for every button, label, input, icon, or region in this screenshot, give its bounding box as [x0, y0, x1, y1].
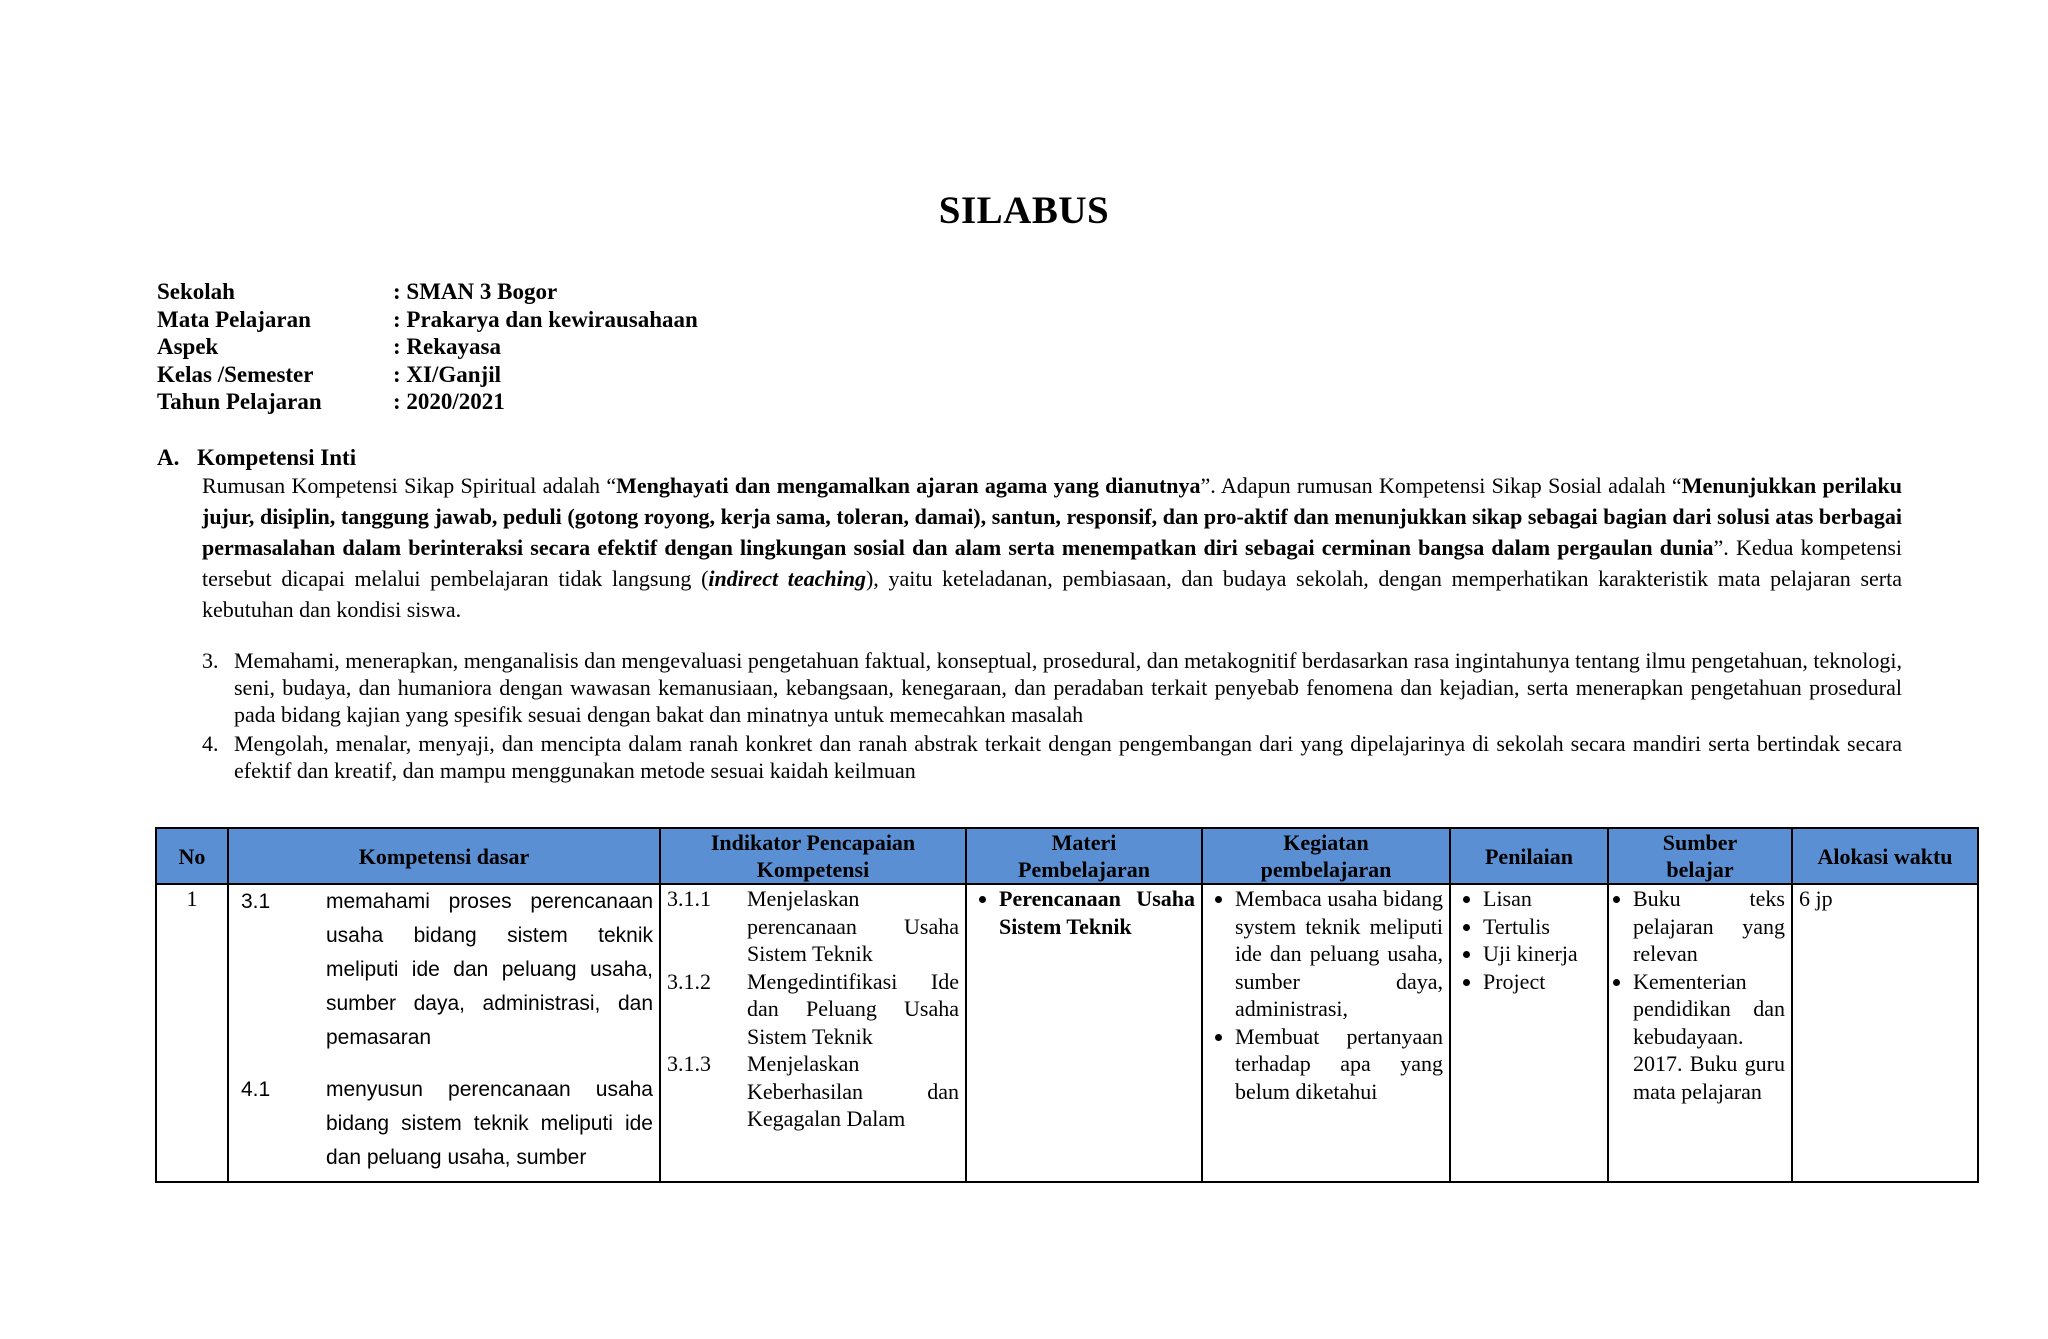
ki-sosial: Menunjukkan perilaku jujur, disiplin, tanggung jawab, peduli (gotong royong, kerja sama, toleran, damai), santun, responsif, dan pro-aktif dan menunjukkan sikap sebagai bagian dari solusi atas berbagai permasalahan dalam berinteraksi secara efektif dengan lingkungan sosial dan alam serta menempatkan diri sebagai cerminan bangsa dalam pergaulan dunia	[202, 473, 1902, 560]
header-no: No	[156, 828, 228, 884]
cell-kompetensi-dasar	[228, 884, 660, 1182]
indikator-item	[667, 1050, 959, 1133]
info-label: Tahun Pelajaran	[157, 389, 322, 414]
indikator-number: 3.1.2	[667, 968, 711, 994]
penilaian-list	[1457, 885, 1601, 995]
list-item: • Project	[1483, 968, 1601, 996]
list-item: • Lisan	[1483, 885, 1601, 913]
list-text: Memahami, menerapkan, menganalisis dan mengevaluasi pengetahuan faktual, konseptual, prosedural, dan metakognitif berdasarkan rasa ingintahunya tentang ilmu pengetahuan, teknologi, seni, budaya, dan humaniora dengan wawasan kemanusiaan, kebangsaan, kenegaraan, dan peradaban terkait penyebab fenomena dan kejadian, serta menerapkan pengetahuan prosedural pada bidang kajian yang spesifik sesuai dengan bakat dan minatnya untuk memecahkan masalah	[234, 648, 1902, 727]
header-materi-line2: Pembelajaran	[1018, 857, 1150, 882]
indikator-text: Menjelaskan Keberhasilan dan Kegagalan Dalam	[747, 1051, 959, 1131]
info-label: Sekolah	[157, 279, 235, 304]
list-number: 4.	[202, 731, 219, 756]
materi-list	[973, 885, 1195, 940]
ki-paragraph	[202, 470, 1902, 625]
list-item: • Buku teks pelajaran yang relevan	[1633, 885, 1785, 968]
info-row-sekolah	[157, 278, 698, 306]
header-kegiatan	[1202, 828, 1450, 884]
header-alokasi: Alokasi waktu	[1792, 828, 1978, 884]
cell-kegiatan	[1202, 884, 1450, 1182]
header-kompetensi-dasar: Kompetensi dasar	[228, 828, 660, 884]
info-value: : SMAN 3 Bogor	[393, 279, 558, 304]
section-number: A.	[157, 445, 180, 470]
table-header-row	[156, 828, 1978, 884]
info-value: : XI/Ganjil	[393, 361, 501, 387]
list-item: • Membuat pertanyaan terhadap apa yang belum diketahui	[1235, 1023, 1443, 1106]
info-value: : Prakarya dan kewirausahaan	[393, 306, 698, 332]
info-label: Aspek	[157, 334, 219, 359]
section-kompetensi-inti	[157, 446, 1902, 786]
ki-mid2: ”. Kedua kompetensi tersebut dicapai melalui pembelajaran tidak langsung (	[202, 535, 1902, 591]
list-item: • Membaca usaha bidang system teknik meliputi ide dan peluang usaha, sumber daya, administrasi,	[1235, 885, 1443, 1023]
indikator-item	[667, 885, 959, 968]
list-item	[202, 647, 1902, 728]
header-indikator-line2: Kompetensi	[756, 857, 870, 882]
cell-no: 1	[156, 884, 228, 1182]
silabus-table	[155, 827, 1979, 1183]
header-materi-line1: Materi	[1051, 830, 1117, 855]
cell-penilaian	[1450, 884, 1608, 1182]
header-sumber	[1608, 828, 1792, 884]
kd-item	[235, 1073, 653, 1175]
header-materi	[966, 828, 1202, 884]
sumber-list	[1615, 885, 1785, 1105]
list-text: Mengolah, menalar, menyaji, dan mencipta dalam ranah konkret dan ranah abstrak terkait dengan pengembangan dari yang dipelajarinya di sekolah secara mandiri serta bertindak secara efektif dan kreatif, dan mampu menggunakan metode sesuai kaidah keilmuan	[234, 731, 1902, 783]
kd-text: menyusun perencanaan usaha bidang sistem teknik meliputi ide dan peluang usaha, sumber	[326, 1078, 653, 1169]
info-label: Kelas /Semester	[157, 361, 314, 387]
table-row	[156, 884, 1978, 1182]
indikator-text: Mengedintifikasi Ide dan Peluang Usaha Sistem Teknik	[747, 968, 959, 1049]
ki-end: ), yaitu keteladanan, pembiasaan, dan budaya sekolah, dengan memperhatikan karakteristik mata pelajaran serta kebutuhan dan kondisi siswa.	[202, 566, 1902, 622]
list-number: 3.	[202, 648, 219, 673]
kd-item	[235, 885, 653, 1055]
cell-indikator	[660, 884, 966, 1182]
cell-materi	[966, 884, 1202, 1182]
page-title: SILABUS	[938, 189, 1110, 232]
document-info	[157, 278, 698, 416]
list-item: • Tertulis	[1483, 913, 1601, 941]
ki-indirect-teaching: indirect teaching	[708, 566, 866, 591]
list-item	[202, 730, 1902, 784]
header-indikator-line1: Indikator Pencapaian	[710, 830, 916, 855]
indikator-text: Menjelaskan perencanaan Usaha Sistem Teknik	[747, 886, 959, 966]
ki-spiritual: Menghayati dan mengamalkan ajaran agama yang dianutnya	[616, 473, 1201, 498]
section-heading	[157, 446, 1902, 470]
kd-text: memahami proses perencanaan usaha bidang sistem teknik meliputi ide dan peluang usaha, sumber daya, administrasi, dan pemasaran	[326, 890, 653, 1049]
info-row-mata-pelajaran	[157, 306, 698, 334]
kd-number: 3.1	[241, 890, 271, 913]
list-item: • Kementerian pendidikan dan kebudayaan. 2017. Buku guru mata pelajaran	[1633, 968, 1785, 1106]
header-kegiatan-line2: pembelajaran	[1260, 857, 1392, 882]
header-indikator	[660, 828, 966, 884]
ki-mid: ”. Adapun rumusan Kompetensi Sikap Sosial adalah “	[1200, 473, 1682, 498]
info-row-aspek	[157, 333, 698, 361]
info-value: : Rekayasa	[393, 334, 501, 359]
ki-intro: Rumusan Kompetensi Sikap Spiritual adalah “	[202, 473, 617, 498]
list-item: • Uji kinerja	[1483, 940, 1601, 968]
header-penilaian: Penilaian	[1450, 828, 1608, 884]
header-kegiatan-line1: Kegiatan	[1283, 830, 1369, 855]
info-row-kelas-semester	[157, 361, 698, 389]
info-label: Mata Pelajaran	[157, 306, 311, 332]
header-sumber-line1: Sumber	[1662, 830, 1738, 855]
kd-number: 4.1	[241, 1078, 271, 1101]
info-value: : 2020/2021	[393, 389, 505, 414]
indikator-item	[667, 968, 959, 1051]
header-sumber-line2: belajar	[1666, 857, 1734, 882]
indikator-number: 3.1.1	[667, 886, 711, 911]
kegiatan-list	[1209, 885, 1443, 1105]
info-row-tahun-pelajaran	[157, 388, 698, 416]
cell-alokasi: 6 jp	[1792, 884, 1978, 1182]
list-item: • Perencanaan Usaha Sistem Teknik	[999, 885, 1195, 940]
indikator-number: 3.1.3	[667, 1051, 711, 1076]
section-title: Kompetensi Inti	[197, 445, 357, 470]
cell-sumber	[1608, 884, 1792, 1182]
ki-list	[202, 647, 1902, 784]
